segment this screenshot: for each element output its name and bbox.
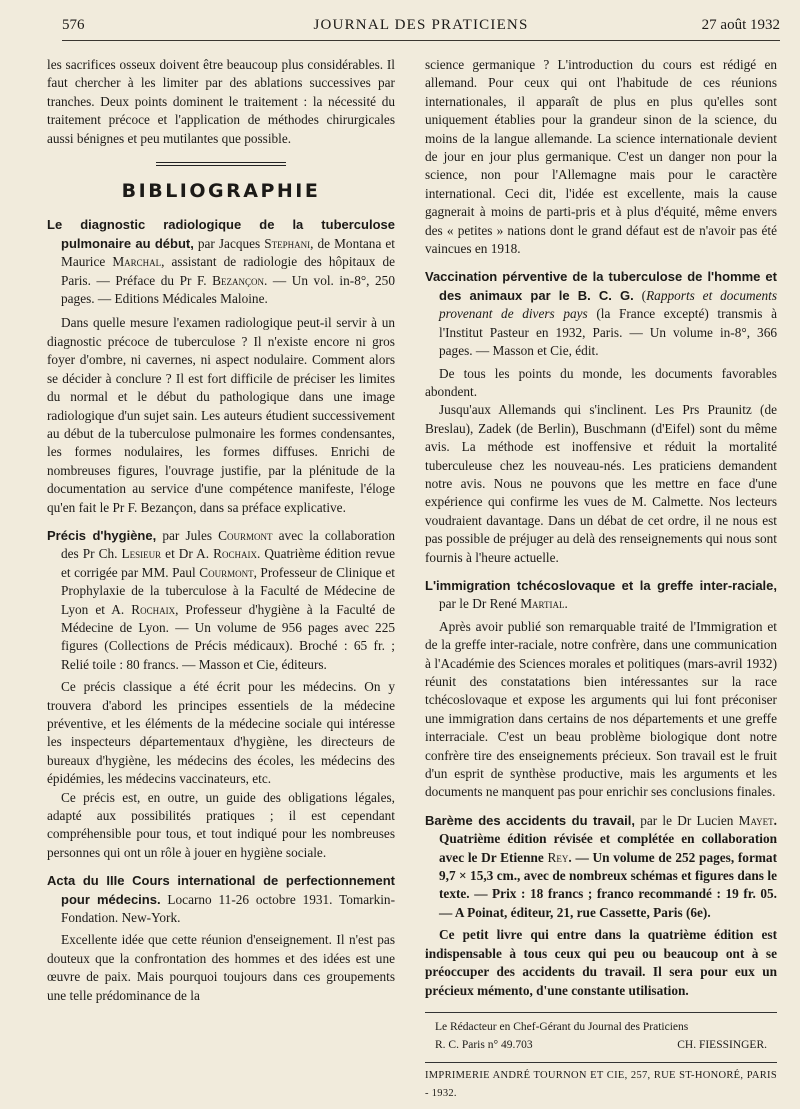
bibliography-entry-3 (47, 872, 395, 1005)
entry-citation: Acta du IIIe Cours international de perfectionnement pour médecins. Locarno 11-26 octobre 1931. Tomarkin-Fondation. New-York. (47, 873, 395, 926)
continued-text: science germanique ? L'introduction du cours est rédigé en allemand. Pour ceux qui ont l'habitude de ces réunions internationales, il apparaît de plus en plus qu'elles sont uniquement établies pour la grandeur sinon de la science, du moins de la langue allemande. La science internationale devient de jour en jour plus germanique. C'est un danger non pour la science, non pour l'Allemagne mais pour le caractère international. Ceci dit, l'idée est excellente, mais la cause gagnerait à moins de parti-pris et à plus d'équité, même envers des « petites » nations dont le grand défaut est de n'avoir pas été vaincues en 1918. (425, 57, 777, 257)
section-divider (156, 162, 286, 166)
author-name: Martial (520, 596, 565, 612)
entry-review: Excellente idée que cette réunion d'enseignement. Il n'est pas douteux que la confrontation des hommes et des idées est une œuvre de paix. Mais pourquoi toujours dans ces groupements une telle prédominance de la (47, 932, 395, 1003)
printer-line: IMPRIMERIE ANDRÉ TOURNON ET CIE, 257, RUE ST-HONORÉ, PARIS - 1932. (425, 1062, 777, 1104)
entry-title: Le diagnostic radiologique de la tuberculose pulmonaire au début, (47, 217, 395, 251)
bibliography-entry-5 (425, 577, 777, 802)
entry-review: Jusqu'aux Allemands qui s'inclinent. Les Prs Praunitz (de Breslau), Zadek (de Berlin), Buschmann (d'Eifel) sont du même avis. La méthode est inoffensive et réduit la mortalité tuberculeuse chez les nouveau-nés. Les praticiens demandent notre avis. Nous ne pouvons que les mettre en face d'une expérience qui confirme les vues de M. Calmette. Nos lecteurs voudraient davantage. Dans un débat de cet ordre, il ne nous est pas possible de préjuger au delà des renseignements qui nous sont fournis à l'heure actuelle. (425, 402, 777, 565)
entry-title: Acta du IIIe Cours international de perfectionnement pour médecins. (47, 873, 395, 907)
author-name: Bezançon (212, 272, 265, 288)
bibliography-entry-1 (47, 216, 395, 517)
author-name: Rochaix (213, 546, 257, 562)
running-header (62, 17, 780, 39)
entry-review: Ce petit livre qui entre dans la quatrième édition est indispensable à tous ceux qui peu ou beaucoup ont à se préoccuper des accidents du travail. Il sera pour eux un précieux mémento, d'une constante utilisation. (425, 927, 777, 998)
imprint-footer (425, 1012, 777, 1104)
section-heading: BIBLIOGRAPHIE (121, 180, 321, 203)
entry-citation: Le diagnostic radiologique de la tuberculose pulmonaire au début, par Jacques Stephani, de Montana et Maurice Marchal, assistant de radiologie des hôpitaux de Paris. — Préface du Pr F. Bezançon. — Un vol. in-8°, 250 pages. — Editions Médicales Maloine. (47, 217, 395, 307)
entry-citation: Vaccination pérventive de la tuberculose de l'homme et des animaux par le B. C. G. (Rapports et documents provenant de divers pays (la France excepté) transmis à l'Institut Pasteur en 1932, Paris. — Un volume in-8°, 366 pages. — Masson et Cie, édit. (425, 269, 777, 359)
bibliography-entry-6 (425, 812, 777, 1000)
entry-review: Dans quelle mesure l'examen radiologique peut-il servir à un diagnostic précoce de tuberculose ? Il n'existe encore ni gros foyer d'ombre, ni cavernes, ni aspect nodulaire. Comment alors se décider à conclure ? Il est fort difficile de préciser les limites du normal et le début du pathologique dans une image radiologique d'un sujet sain. Les auteurs étudient successivement au début de la tuberculose pulmonaire les formes condensantes, les formes nodulaires, les formes diffuses. Enrichi de nombreuses figures, l'ouvrage justifie, par la plénitude de la documentation au service d'une compétence manifeste, l'éloge qu'en fait le Pr F. Bezançon, dans sa préface explicative. (47, 315, 395, 515)
right-column (425, 56, 777, 1104)
entry-title: L'immigration tchécoslovaque et la greffe inter-raciale, (425, 577, 777, 593)
author-name: Marchal (112, 254, 162, 270)
bibliography-entry-4 (425, 268, 777, 567)
entry-review: Ce précis classique a été écrit pour les médecins. On y trouvera d'abord les principes essentiels de la médecine préventive, et les éléments de la médecine sociale qui intéresse les inspecteurs départementaux d'hygiène, les directeurs de bureaux d'hygiène, les médecins des écoles, les médecins des épidémies, les médecins vaccinateurs, etc. (47, 679, 395, 787)
entry-citation: Précis d'hygiène, par Jules Courmont avec la collaboration des Pr Ch. Lesieur et Dr A. Rochaix. Quatrième édition revue et corrigée par MM. Paul Courmont, Professeur de Clinique et Prophylaxie de la tuberculose à la Faculté de Médecine de Lyon et A. Rochaix, Professeur d'hygiène à la Faculté de Médecine de Lyon. — Un volume de 956 pages avec 225 figures (Collections de Précis médicaux). Broché : 65 fr. ; Relié toile : 80 francs. — Masson et Cie, éditeurs. (47, 527, 395, 672)
author-name: Mayet (738, 812, 774, 828)
author-name: Courmont (199, 564, 254, 580)
author-name: Courmont (218, 527, 273, 543)
editor-name: CH. FIESSINGER. (677, 1039, 767, 1052)
continued-text: les sacrifices osseux doivent être beaucoup plus considérables. Il faut chercher à les limiter par des ablations successives par tranches. Deux points dominent le traitement : la nécessité du traitement précoce et l'application de méthodes chirurgicales aussi bénignes et peu mutilantes que possible. (47, 57, 395, 146)
author-name: Rochaix (131, 601, 176, 617)
entry-title: Barème des accidents du travail, (425, 812, 635, 828)
issue-date: 27 août 1932 (701, 17, 780, 33)
bibliography-entry-2 (47, 527, 395, 862)
left-column (47, 56, 395, 1005)
entry-citation: Barème des accidents du travail, par le Dr Lucien Mayet. Quatrième édition révisée et complétée en collaboration avec le Dr Etienne Rey. — Un volume de 252 pages, format 9,7 × 15,3 cm., avec de nombreux schémas et figures dans le texte. — Prix : 18 francs ; franco recommandé : 19 fr. 05. — A Poinat, éditeur, 21, rue Cassette, Paris (6e). (425, 812, 778, 920)
entry-review: De tous les points du monde, les documents favorables abondent. (425, 365, 777, 399)
journal-title: JOURNAL DES PRATICIENS (313, 17, 529, 33)
entry-review: Ce précis est, en outre, un guide des obligations légales, adapté aux possibilités pratiques ; il est cependant compréhensible pour tous, et tout indiqué pour les nombreuses personnes qui ont un rôle à jouer en hygiène sociale. (47, 789, 395, 860)
entry-title: Précis d'hygiène, (47, 527, 157, 543)
entry-title: Vaccination pérventive de la tuberculose de l'homme et des animaux par le B. C. G. (425, 269, 777, 303)
page-number: 576 (62, 17, 85, 33)
editor-line: Le Rédacteur en Chef-Gérant du Journal des Praticiens (435, 1020, 689, 1033)
registration-number: R. C. Paris n° 49.703 (435, 1039, 533, 1052)
entry-citation: L'immigration tchécoslovaque et la greffe inter-raciale, par le Dr René Martial. (425, 577, 777, 612)
entry-review: Après avoir publié son remarquable traité de l'Immigration et de la greffe inter-raciale, notre confrère, dans une communication à l'Académie des Sciences morales et politiques (mars-avril 1932) réunit des constatations bien intéressantes sur la race tchécoslovaque et expose les arguments qui lui font préconiser une immigration dans certains de nos départements et une greffe interraciale. C'est un beau problème biologique dont notre confrère tire des enseignements précieux. Son travail est le fruit d'un esprit de synthèse productive, mais les arguments et les documents ne manquent pas pour enrichir ses conclusions finales. (425, 618, 777, 800)
author-name: Lesieur (121, 546, 162, 562)
author-name: Rey (547, 849, 569, 865)
entry-subtitle: Rapports et documents provenant de divers pays (439, 287, 777, 322)
author-name: Stephani (264, 235, 311, 251)
header-rule (62, 40, 780, 41)
